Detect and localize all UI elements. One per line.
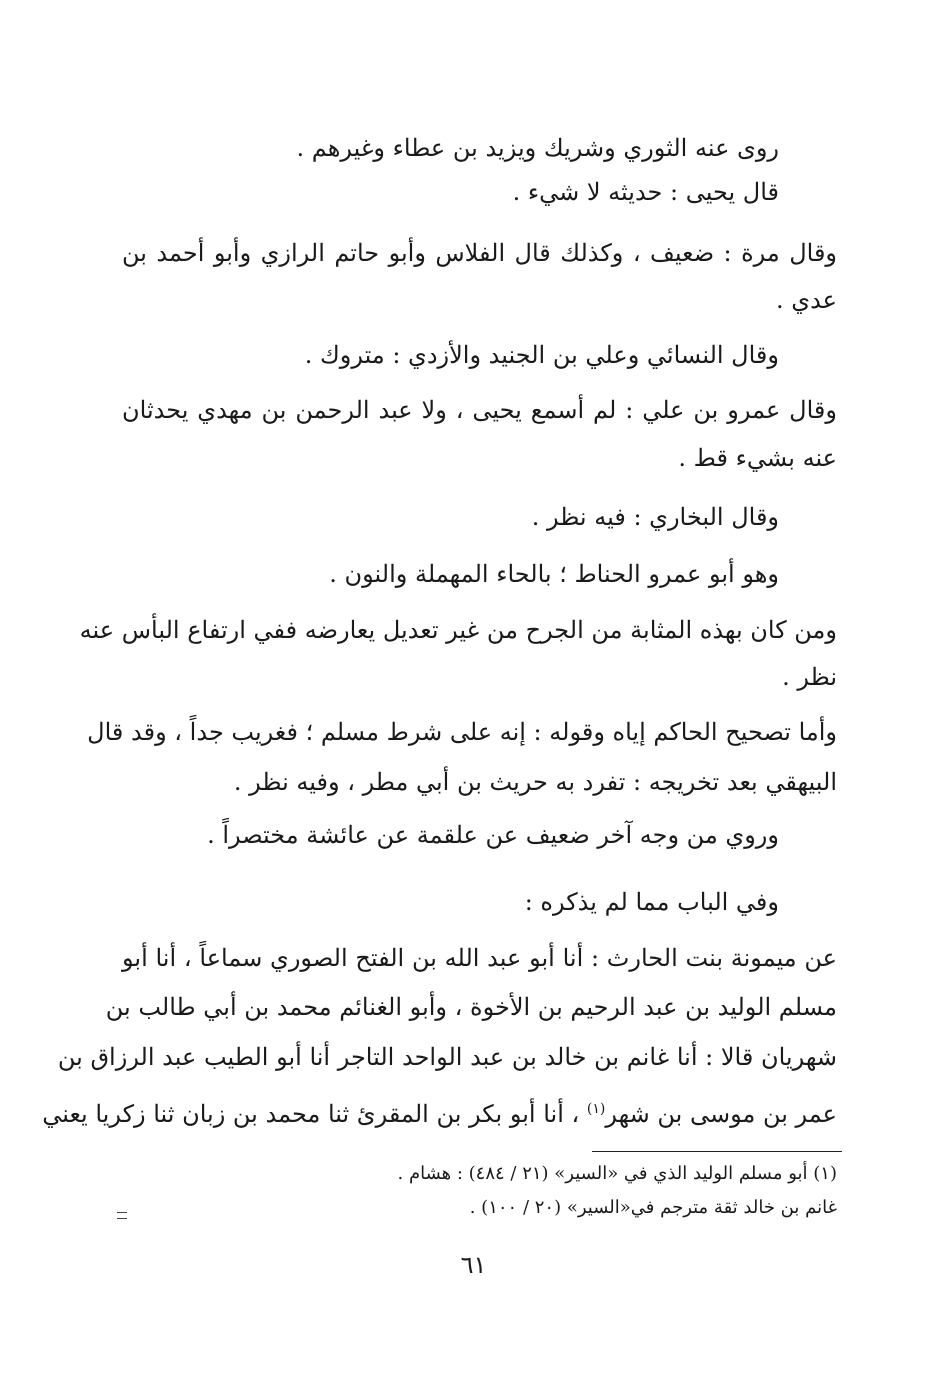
footnote-reference: (١) [586, 1101, 606, 1117]
text-line-13: البيهقي بعد تخريجه : تفرد به حريث بن أبي مطر ، وفيه نظر . [233, 768, 837, 796]
footnote-separator [592, 1151, 842, 1152]
text-line-3: وقال مرة : ضعيف ، وكذلك قال الفلاس وأبو حاتم الرازي وأبو أحمد بن [122, 239, 838, 267]
text-line-12: وأما تصحيح الحاكم إياه وقوله : إنه على شرط مسلم ؛ فغريب جداً ، وقد قال [87, 718, 837, 746]
text-line-11: نظر . [782, 663, 837, 691]
text-segment: عمر بن موسى بن شهر [605, 1100, 837, 1128]
text-line-7: عنه بشيء قط . [678, 444, 837, 472]
footnote-2: غانم بن خالد ثقة مترجم في«السير» (٢٠ / ١٠٠) . [469, 1197, 837, 1218]
page-number: ٦١ [460, 1251, 487, 1279]
text-line-1: روى عنه الثوري وشريك ويزيد بن عطاء وغيرهم . [296, 134, 779, 162]
footnote-1: (١) أبو مسلم الوليد الذي في «السير» (٢١ / ٤٨٤) : هشام . [397, 1163, 837, 1184]
text-line-18: شهريان قالا : أنا غانم بن خالد بن عبد الواحد التاجر أنا أبو الطيب عبد الرزاق بن [57, 1043, 837, 1071]
text-segment: ، أنا أبو بكر بن المقرئ ثنا محمد بن زبان ثنا زكريا يعني [42, 1100, 580, 1128]
text-line-10: ومن كان بهذه المثابة من الجرح من غير تعديل يعارضه ففي ارتفاع البأس عنه [79, 616, 837, 644]
margin-mark [117, 1212, 127, 1219]
text-line-17: مسلم الوليد بن عبد الرحيم بن الأخوة ، وأبو الغنائم محمد بن أبي طالب بن [105, 993, 837, 1021]
text-line-8: وقال البخاري : فيه نظر . [531, 503, 779, 531]
text-line-19 [42, 1092, 837, 1131]
text-line-16: عن ميمونة بنت الحارث : أنا أبو عبد الله بن الفتح الصوري سماعاً ، أنا أبو [122, 944, 837, 972]
text-line-6: وقال عمرو بن علي : لم أسمع يحيى ، ولا عبد الرحمن بن مهدي يحدثان [122, 396, 837, 424]
text-line-14: وروي من وجه آخر ضعيف عن علقمة عن عائشة مختصراً . [207, 821, 779, 849]
text-line-4: عدي . [776, 286, 837, 314]
text-line-15: وفي الباب مما لم يذكره : [524, 888, 779, 916]
text-line-9: وهو أبو عمرو الحناط ؛ بالحاء المهملة والنون . [329, 560, 779, 588]
text-line-5: وقال النسائي وعلي بن الجنيد والأزدي : متروك . [304, 341, 779, 369]
text-line-2: قال يحيى : حديثه لا شيء . [512, 178, 779, 206]
